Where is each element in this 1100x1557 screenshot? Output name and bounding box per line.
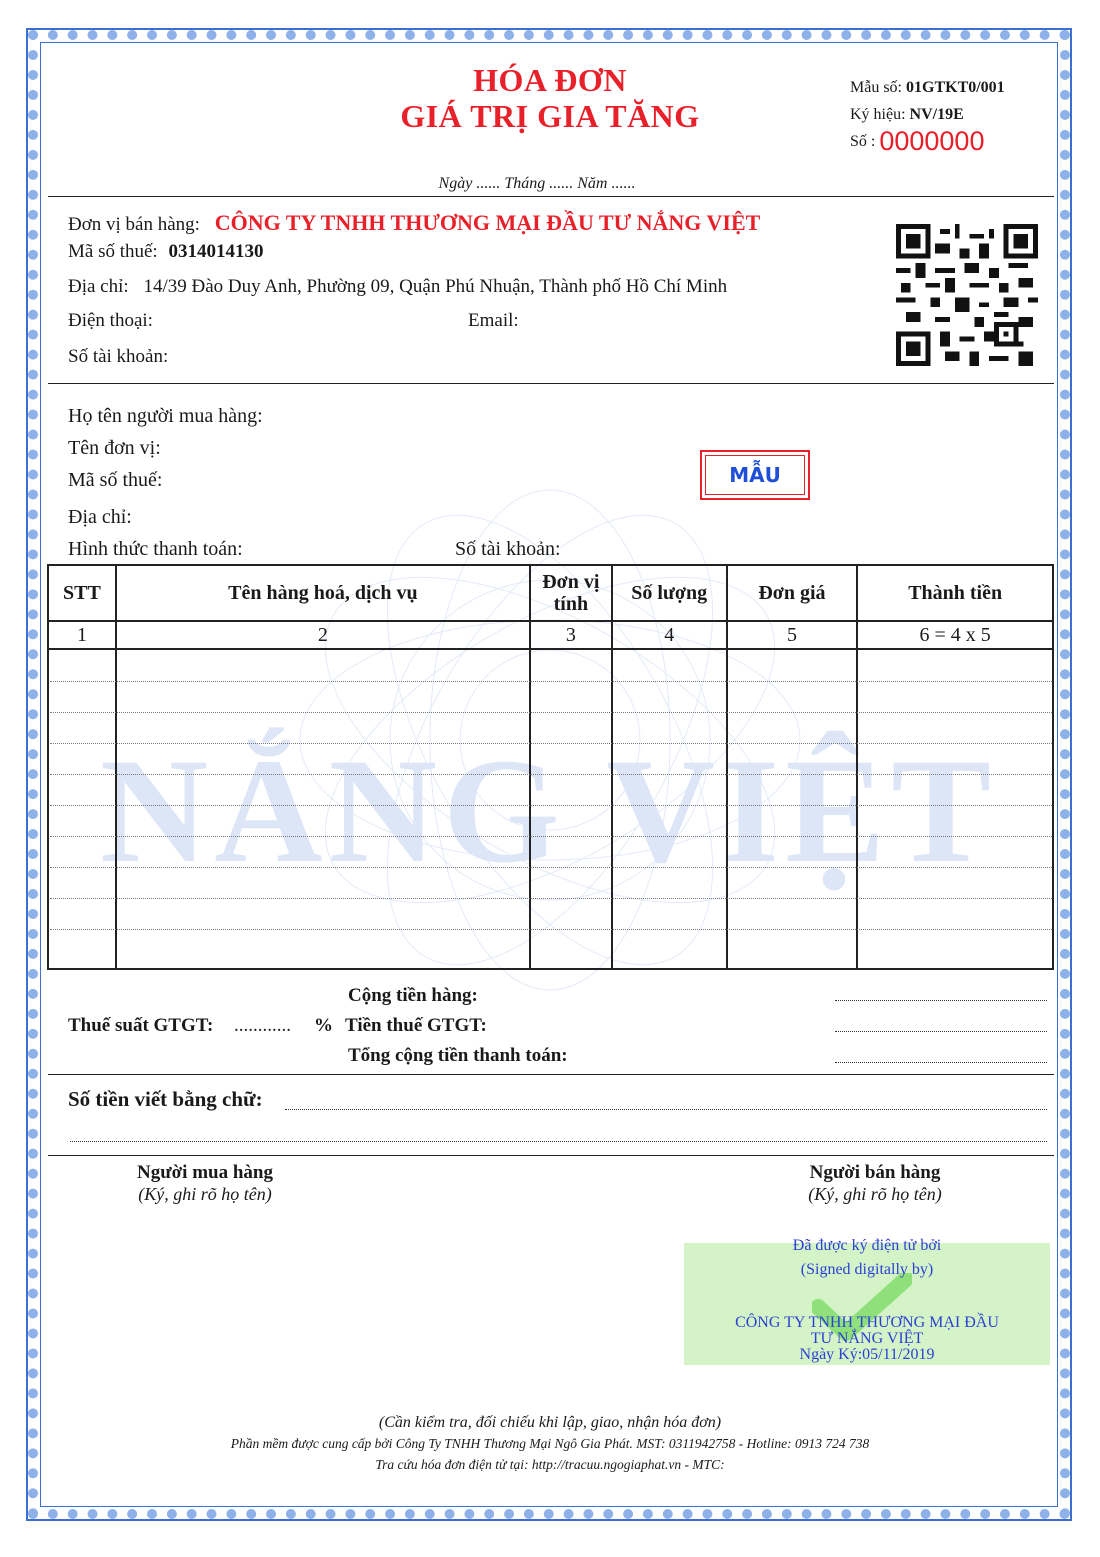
qr-code-icon <box>896 224 1038 366</box>
seller-account-label: Số tài khoản: <box>68 346 169 367</box>
table-header-row <box>48 565 1053 621</box>
column-number: 6 = 4 x 5 <box>857 621 1053 649</box>
table-header: Đơn giá <box>727 565 858 621</box>
sign-date: Ngày Ký:05/11/2019 <box>799 1346 935 1363</box>
watermark-text: NẮNG VIỆT <box>100 728 998 894</box>
table-header: STT <box>48 565 116 621</box>
subtotal-label: Cộng tiền hàng: <box>348 985 478 1006</box>
vat-amount-label: Tiền thuế GTGT: <box>345 1015 487 1036</box>
seller-address-row <box>68 276 727 298</box>
buyer-tax-label: Mã số thuế: <box>68 469 163 491</box>
seller-tax-row <box>68 241 263 263</box>
column-number: 4 <box>612 621 727 649</box>
invoice-meta <box>850 74 1005 155</box>
signed-by-english: (Signed digitally by) <box>800 1261 934 1278</box>
seller-address-label: Địa chỉ: <box>68 276 129 297</box>
symbol-value: NV/19E <box>909 106 964 123</box>
amount-in-words-dots <box>285 1109 1047 1110</box>
sample-stamp-text: MẪU <box>705 455 805 495</box>
seller-phone-label: Điện thoại: <box>68 310 153 331</box>
grand-total-dots <box>835 1062 1047 1063</box>
amount-in-words-dots-2 <box>70 1141 1047 1142</box>
buyer-signature-title: Người mua hàng <box>137 1162 273 1183</box>
divider <box>48 383 1054 384</box>
footer-line-3: Tra cứu hóa đơn điện tử tại: http://tracuu.ngogiaphat.vn - MTC: <box>375 1457 725 1472</box>
divider <box>48 1155 1054 1156</box>
seller-address-value: 14/39 Đào Duy Anh, Phường 09, Quận Phú Nhuận, Thành phố Hồ Chí Minh <box>143 276 728 297</box>
title-line-1: HÓA ĐƠN <box>473 62 627 98</box>
amount-in-words-label: Số tiền viết bằng chữ: <box>68 1087 263 1111</box>
signer-name-line-2: TƯ NẮNG VIỆT <box>810 1330 924 1347</box>
seller-name-label: Đơn vị bán hàng: <box>68 214 200 235</box>
vat-rate-percent: % <box>314 1015 333 1036</box>
buyer-account-label: Số tài khoản: <box>455 538 561 560</box>
column-number: 3 <box>530 621 612 649</box>
signer-name-line-1: CÔNG TY TNHH THƯƠNG MẠI ĐẦU <box>735 1314 999 1331</box>
subtotal-dots <box>835 1000 1047 1001</box>
footer-line-1: (Cần kiểm tra, đối chiếu khi lập, giao, nhận hóa đơn) <box>378 1414 722 1431</box>
digital-signature-box <box>684 1237 1050 1365</box>
vat-rate-label: Thuế suất GTGT: <box>68 1015 214 1036</box>
form-label: Mẫu số: <box>850 79 902 96</box>
buyer-signature-block <box>100 1162 310 1205</box>
seller-tax-label: Mã số thuế: <box>68 241 158 262</box>
buyer-payment-label: Hình thức thanh toán: <box>68 538 243 560</box>
signed-by-label: Đã được ký điện tử bởi <box>792 1237 942 1254</box>
number-label: Số : <box>850 133 876 150</box>
column-number: 5 <box>727 621 858 649</box>
title-line-2: GIÁ TRỊ GIA TĂNG <box>400 98 700 134</box>
seller-signature-title: Người bán hàng <box>809 1162 941 1183</box>
invoice-title <box>300 62 800 134</box>
divider <box>48 196 1054 197</box>
date-line: Ngày ...... Tháng ...... Năm ...... <box>438 175 636 192</box>
divider <box>48 1074 1054 1075</box>
seller-name: CÔNG TY TNHH THƯƠNG MẠI ĐẦU TƯ NẮNG VIỆT <box>214 210 761 235</box>
sample-stamp <box>700 450 810 500</box>
table-header: Thành tiền <box>857 565 1053 621</box>
row-guides <box>50 650 1052 960</box>
seller-email-label: Email: <box>468 310 519 331</box>
table-number-row <box>48 621 1053 649</box>
vat-rate-dots: ............ <box>234 1015 291 1036</box>
table-header: Tên hàng hoá, dịch vụ <box>116 565 530 621</box>
invoice-number: 0000000 <box>879 126 985 156</box>
table-header-unit: Đơn vị tính <box>530 565 612 621</box>
buyer-address-label: Địa chỉ: <box>68 506 132 528</box>
footer-line-2: Phần mềm được cung cấp bởi Công Ty TNHH Thương Mại Ngô Gia Phát. MST: 0311942758 - Hotline: 0913 724 738 <box>230 1436 870 1451</box>
form-value: 01GTKT0/001 <box>906 79 1005 96</box>
signer-name <box>684 1315 1050 1363</box>
vat-amount-dots <box>835 1031 1047 1032</box>
grand-total-label: Tổng cộng tiền thanh toán: <box>348 1045 568 1066</box>
column-number: 2 <box>116 621 530 649</box>
buyer-unit-label: Tên đơn vị: <box>68 437 161 459</box>
buyer-signature-note: (Ký, ghi rõ họ tên) <box>138 1184 272 1204</box>
seller-tax-value: 0314014130 <box>168 241 264 262</box>
column-number: 1 <box>48 621 116 649</box>
seller-signature-block <box>770 1162 980 1205</box>
symbol-label: Ký hiệu: <box>850 106 906 123</box>
table-header: Số lượng <box>612 565 727 621</box>
seller-name-row <box>68 210 760 236</box>
buyer-name-label: Họ tên người mua hàng: <box>68 405 263 427</box>
seller-signature-note: (Ký, ghi rõ họ tên) <box>808 1184 942 1204</box>
